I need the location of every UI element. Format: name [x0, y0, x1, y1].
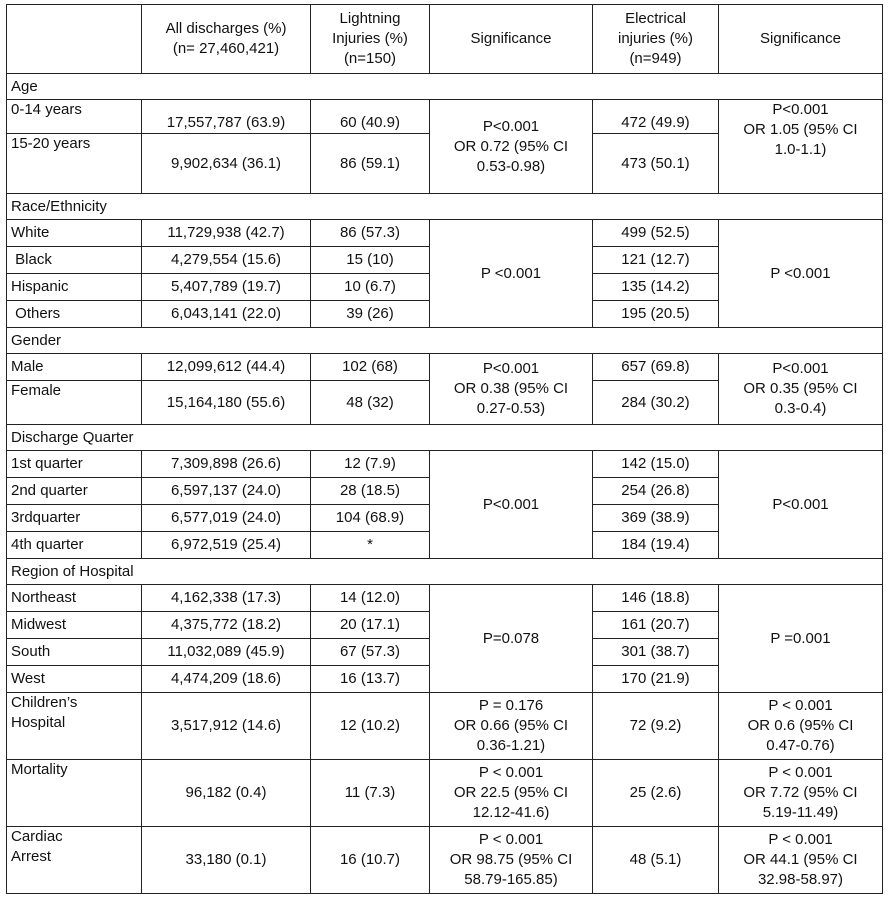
- row-label: 2nd quarter: [7, 478, 142, 505]
- electrical-cell: 184 (19.4): [593, 532, 719, 559]
- significance-lightning-cell: P<0.001 OR 0.72 (95% CI 0.53-0.98): [430, 100, 593, 194]
- all-discharges-cell: 4,162,338 (17.3): [142, 585, 311, 612]
- electrical-cell: 284 (30.2): [593, 381, 719, 425]
- all-discharges-cell: 9,902,634 (36.1): [142, 134, 311, 194]
- lightning-cell: *: [311, 532, 430, 559]
- electrical-cell: 25 (2.6): [593, 760, 719, 827]
- table-row: [7, 220, 883, 247]
- electrical-cell: 146 (18.8): [593, 585, 719, 612]
- all-discharges-cell: 4,279,554 (15.6): [142, 247, 311, 274]
- row-label: Female: [7, 381, 142, 425]
- all-discharges-cell: 11,729,938 (42.7): [142, 220, 311, 247]
- lightning-cell: 12 (10.2): [311, 693, 430, 760]
- header-all-discharges: All discharges (%) (n= 27,460,421): [142, 5, 311, 74]
- significance-electrical-cell: P <0.001: [719, 220, 883, 328]
- section-quarter: [7, 425, 883, 451]
- electrical-cell: 121 (12.7): [593, 247, 719, 274]
- section-region: [7, 559, 883, 585]
- lightning-cell: 14 (12.0): [311, 585, 430, 612]
- section-gender: [7, 328, 883, 354]
- header-row: [7, 5, 883, 74]
- header-lightning: Lightning Injuries (%) (n=150): [311, 5, 430, 74]
- row-label: Cardiac Arrest: [7, 827, 142, 894]
- electrical-cell: 72 (9.2): [593, 693, 719, 760]
- significance-lightning-cell: P < 0.001 OR 22.5 (95% CI 12.12-41.6): [430, 760, 593, 827]
- all-discharges-cell: 6,577,019 (24.0): [142, 505, 311, 532]
- electrical-cell: 369 (38.9): [593, 505, 719, 532]
- all-discharges-cell: 6,597,137 (24.0): [142, 478, 311, 505]
- all-discharges-cell: 7,309,898 (26.6): [142, 451, 311, 478]
- all-discharges-cell: 15,164,180 (55.6): [142, 381, 311, 425]
- electrical-cell: 657 (69.8): [593, 354, 719, 381]
- section-race: [7, 194, 883, 220]
- lightning-cell: 16 (13.7): [311, 666, 430, 693]
- electrical-cell: 48 (5.1): [593, 827, 719, 894]
- all-discharges-cell: 6,043,141 (22.0): [142, 301, 311, 328]
- significance-electrical-cell: P < 0.001 OR 0.6 (95% CI 0.47-0.76): [719, 693, 883, 760]
- section-title: Race/Ethnicity: [7, 194, 883, 220]
- section-title: Age: [7, 74, 883, 100]
- row-label: 3rdquarter: [7, 505, 142, 532]
- electrical-cell: 195 (20.5): [593, 301, 719, 328]
- lightning-cell: 48 (32): [311, 381, 430, 425]
- electrical-cell: 170 (21.9): [593, 666, 719, 693]
- table-row: [7, 354, 883, 381]
- lightning-cell: 67 (57.3): [311, 639, 430, 666]
- section-title: Discharge Quarter: [7, 425, 883, 451]
- table-row: [7, 827, 883, 894]
- all-discharges-cell: 17,557,787 (63.9): [142, 100, 311, 134]
- electrical-cell: 472 (49.9): [593, 100, 719, 134]
- significance-electrical-cell: P<0.001: [719, 451, 883, 559]
- all-discharges-cell: 11,032,089 (45.9): [142, 639, 311, 666]
- table-row: [7, 693, 883, 760]
- lightning-cell: 10 (6.7): [311, 274, 430, 301]
- row-label: 1st quarter: [7, 451, 142, 478]
- header-significance-electrical: Significance: [719, 5, 883, 74]
- section-title: Gender: [7, 328, 883, 354]
- row-label: West: [7, 666, 142, 693]
- row-label: Mortality: [7, 760, 142, 827]
- data-table: [6, 4, 883, 894]
- significance-electrical-cell: P<0.001 OR 1.05 (95% CI 1.0-1.1): [719, 100, 883, 194]
- row-label: Black: [7, 247, 142, 274]
- lightning-cell: 39 (26): [311, 301, 430, 328]
- electrical-cell: 142 (15.0): [593, 451, 719, 478]
- lightning-cell: 102 (68): [311, 354, 430, 381]
- electrical-cell: 135 (14.2): [593, 274, 719, 301]
- all-discharges-cell: 96,182 (0.4): [142, 760, 311, 827]
- header-electrical: Electrical injuries (%) (n=949): [593, 5, 719, 74]
- row-label: South: [7, 639, 142, 666]
- header-empty: [7, 5, 142, 74]
- lightning-cell: 11 (7.3): [311, 760, 430, 827]
- row-label: Northeast: [7, 585, 142, 612]
- all-discharges-cell: 4,474,209 (18.6): [142, 666, 311, 693]
- header-significance-lightning: Significance: [430, 5, 593, 74]
- all-discharges-cell: 12,099,612 (44.4): [142, 354, 311, 381]
- all-discharges-cell: 5,407,789 (19.7): [142, 274, 311, 301]
- significance-electrical-cell: P =0.001: [719, 585, 883, 693]
- all-discharges-cell: 4,375,772 (18.2): [142, 612, 311, 639]
- row-label: Children’s Hospital: [7, 693, 142, 760]
- row-label: Hispanic: [7, 274, 142, 301]
- electrical-cell: 254 (26.8): [593, 478, 719, 505]
- all-discharges-cell: 6,972,519 (25.4): [142, 532, 311, 559]
- table-row: [7, 760, 883, 827]
- significance-electrical-cell: P < 0.001 OR 7.72 (95% CI 5.19-11.49): [719, 760, 883, 827]
- table-row: [7, 585, 883, 612]
- table-row: [7, 100, 883, 134]
- significance-lightning-cell: P <0.001: [430, 220, 593, 328]
- section-age: [7, 74, 883, 100]
- significance-lightning-cell: P < 0.001 OR 98.75 (95% CI 58.79-165.85): [430, 827, 593, 894]
- lightning-cell: 20 (17.1): [311, 612, 430, 639]
- all-discharges-cell: 33,180 (0.1): [142, 827, 311, 894]
- row-label: 15-20 years: [7, 134, 142, 194]
- section-title: Region of Hospital: [7, 559, 883, 585]
- lightning-cell: 104 (68.9): [311, 505, 430, 532]
- lightning-cell: 15 (10): [311, 247, 430, 274]
- significance-lightning-cell: P=0.078: [430, 585, 593, 693]
- lightning-cell: 86 (59.1): [311, 134, 430, 194]
- row-label: Midwest: [7, 612, 142, 639]
- electrical-cell: 301 (38.7): [593, 639, 719, 666]
- electrical-cell: 499 (52.5): [593, 220, 719, 247]
- table-row: [7, 451, 883, 478]
- row-label: 0-14 years: [7, 100, 142, 134]
- electrical-cell: 161 (20.7): [593, 612, 719, 639]
- row-label: Others: [7, 301, 142, 328]
- lightning-cell: 86 (57.3): [311, 220, 430, 247]
- lightning-cell: 28 (18.5): [311, 478, 430, 505]
- lightning-cell: 60 (40.9): [311, 100, 430, 134]
- significance-lightning-cell: P<0.001: [430, 451, 593, 559]
- row-label: 4th quarter: [7, 532, 142, 559]
- significance-electrical-cell: P < 0.001 OR 44.1 (95% CI 32.98-58.97): [719, 827, 883, 894]
- significance-electrical-cell: P<0.001 OR 0.35 (95% CI 0.3-0.4): [719, 354, 883, 425]
- row-label: Male: [7, 354, 142, 381]
- lightning-cell: 12 (7.9): [311, 451, 430, 478]
- significance-lightning-cell: P<0.001 OR 0.38 (95% CI 0.27-0.53): [430, 354, 593, 425]
- significance-lightning-cell: P = 0.176 OR 0.66 (95% CI 0.36-1.21): [430, 693, 593, 760]
- all-discharges-cell: 3,517,912 (14.6): [142, 693, 311, 760]
- row-label: White: [7, 220, 142, 247]
- electrical-cell: 473 (50.1): [593, 134, 719, 194]
- lightning-cell: 16 (10.7): [311, 827, 430, 894]
